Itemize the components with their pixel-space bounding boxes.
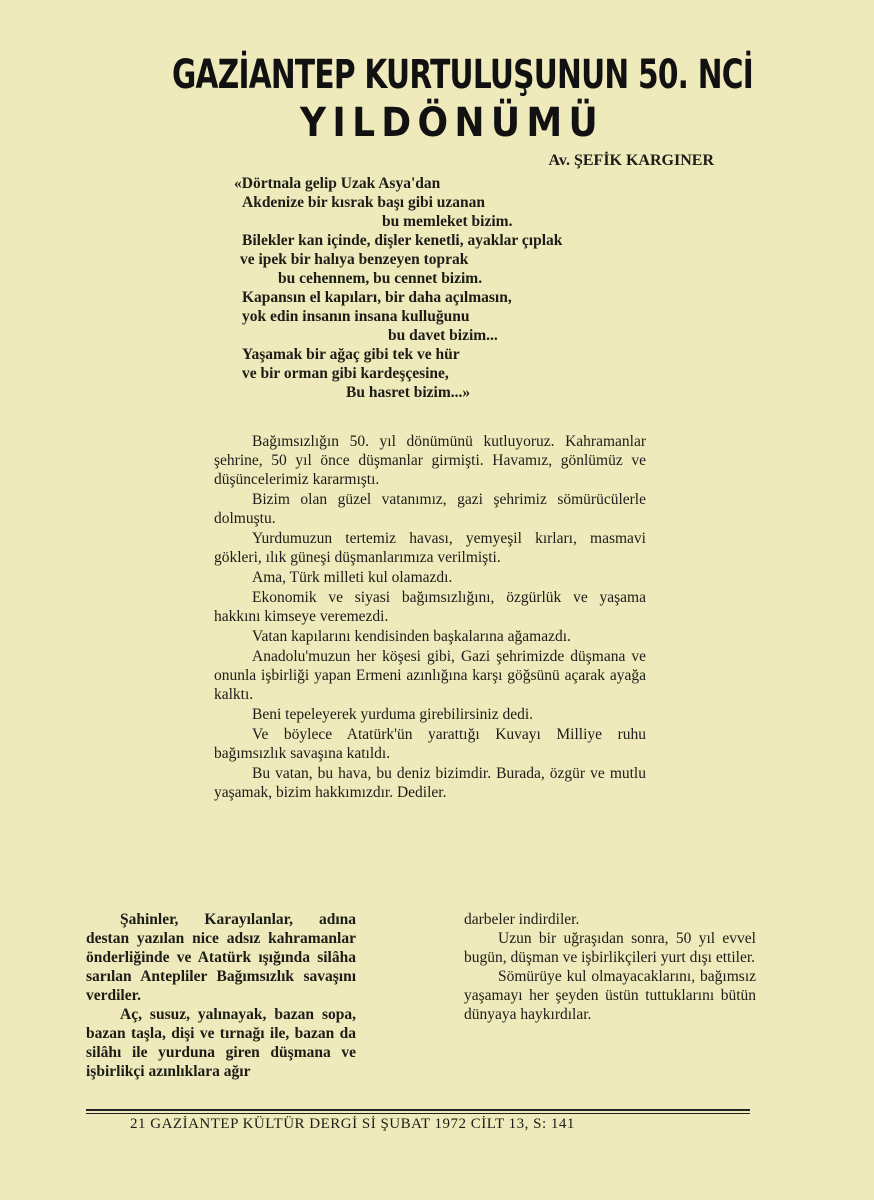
paragraph: Beni tepeleyerek yurduma girebilirsiniz dedi. (252, 706, 534, 723)
footer-rule (86, 1109, 750, 1111)
poem-line: bu davet bizim... (388, 327, 498, 344)
poem (234, 174, 722, 402)
paragraph: Ekonomik ve siyasi bağımsızlığını, özgürlük ve yaşama hakkını kimseye veremezdi. (214, 589, 646, 625)
paragraph: Sömürüye kul olmayacaklarını, bağımsız yaşamayı her şeyden üstün tuttuklarını bütün dünyaya haykırdılar. (464, 968, 756, 1023)
poem-line: yok edin insanın insana kulluğunu (242, 308, 470, 325)
paragraph: Ama, Türk milleti kul olamazdı. (252, 569, 453, 586)
right-column (464, 910, 756, 1024)
article-subtitle: YILDÖNÜMÜ (300, 100, 605, 146)
paragraph: darbeler indirdiler. (464, 911, 580, 928)
poem-line: «Dörtnala gelip Uzak Asya'dan (234, 175, 441, 192)
poem-line: bu cehennem, bu cennet bizim. (278, 270, 483, 287)
paragraph: Şahinler, Karayılanlar, adına destan yazılan nice adsız kahramanlar önderliğinde ve Atatürk ışığında silâha sarılan Antepliler Bağımsızlık savaşını verdiler. (86, 911, 356, 1004)
poem-line: Akdenize bir kısrak başı gibi uzanan (242, 194, 486, 211)
paragraph: Anadolu'muzun her köşesi gibi, Gazi şehrimizde düşmana ve onunla işbirliği yapan Ermeni azınlığına karşı göğsünü açarak ayağa kalktı. (214, 648, 646, 703)
page-footer: 21 GAZİANTEP KÜLTÜR DERGİ Sİ ŞUBAT 1972 CİLT 13, S: 141 (130, 1116, 575, 1132)
poem-line: bu memleket bizim. (382, 213, 513, 230)
poem-line: Yaşamak bir ağaç gibi tek ve hür (242, 346, 460, 363)
paragraph: Bu vatan, bu hava, bu deniz bizimdir. Burada, özgür ve mutlu yaşamak, bizim hakkımızdır. Dediler. (214, 765, 646, 801)
poem-line: ve bir orman gibi kardeşçesine, (242, 365, 449, 382)
paragraph: Yurdumuzun tertemiz havası, yemyeşil kırları, masmavi gökleri, ılık güneşi düşmanlarımıza verilmişti. (214, 530, 646, 566)
footer-rule-thin (86, 1113, 750, 1114)
article-title: GAZİANTEP KURTULUŞUNUN 50. NCİ (172, 52, 754, 98)
poem-line: Bilekler kan içinde, dişler kenetli, ayaklar çıplak (242, 232, 563, 249)
poem-line: Kapansın el kapıları, bir daha açılmasın, (242, 289, 512, 306)
article-author: Av. ŞEFİK KARGINER (548, 152, 714, 169)
paragraph: Uzun bir uğraşıdan sonra, 50 yıl evvel bugün, düşman ve işbirlikçileri yurt dışı ettiler. (464, 930, 756, 966)
paragraph: Ve böylece Atatürk'ün yarattığı Kuvayı Milliye ruhu bağımsızlık savaşına katıldı. (214, 726, 646, 762)
paragraph: Bağımsızlığın 50. yıl dönümünü kutluyoruz. Kahramanlar şehrine, 50 yıl önce düşmanlar girmişti. Havamız, gönlümüz ve düşüncelerimiz kararmıştı. (214, 433, 646, 488)
paragraph: Bizim olan güzel vatanımız, gazi şehrimiz sömürücülerle dolmuştu. (214, 491, 646, 527)
article-body (214, 432, 646, 803)
paragraph: Aç, susuz, yalınayak, bazan sopa, bazan taşla, dişi ve tırnağı ile, bazan da silâhı ile yurduna giren düşmana ve işbirlikçi azınlıklara ağır (86, 1006, 356, 1080)
left-column (86, 910, 356, 1081)
poem-line: Bu hasret bizim...» (346, 384, 471, 401)
paragraph: Vatan kapılarını kendisinden başkalarına ağamazdı. (252, 628, 571, 645)
poem-line: ve ipek bir halıya benzeyen toprak (240, 251, 469, 268)
